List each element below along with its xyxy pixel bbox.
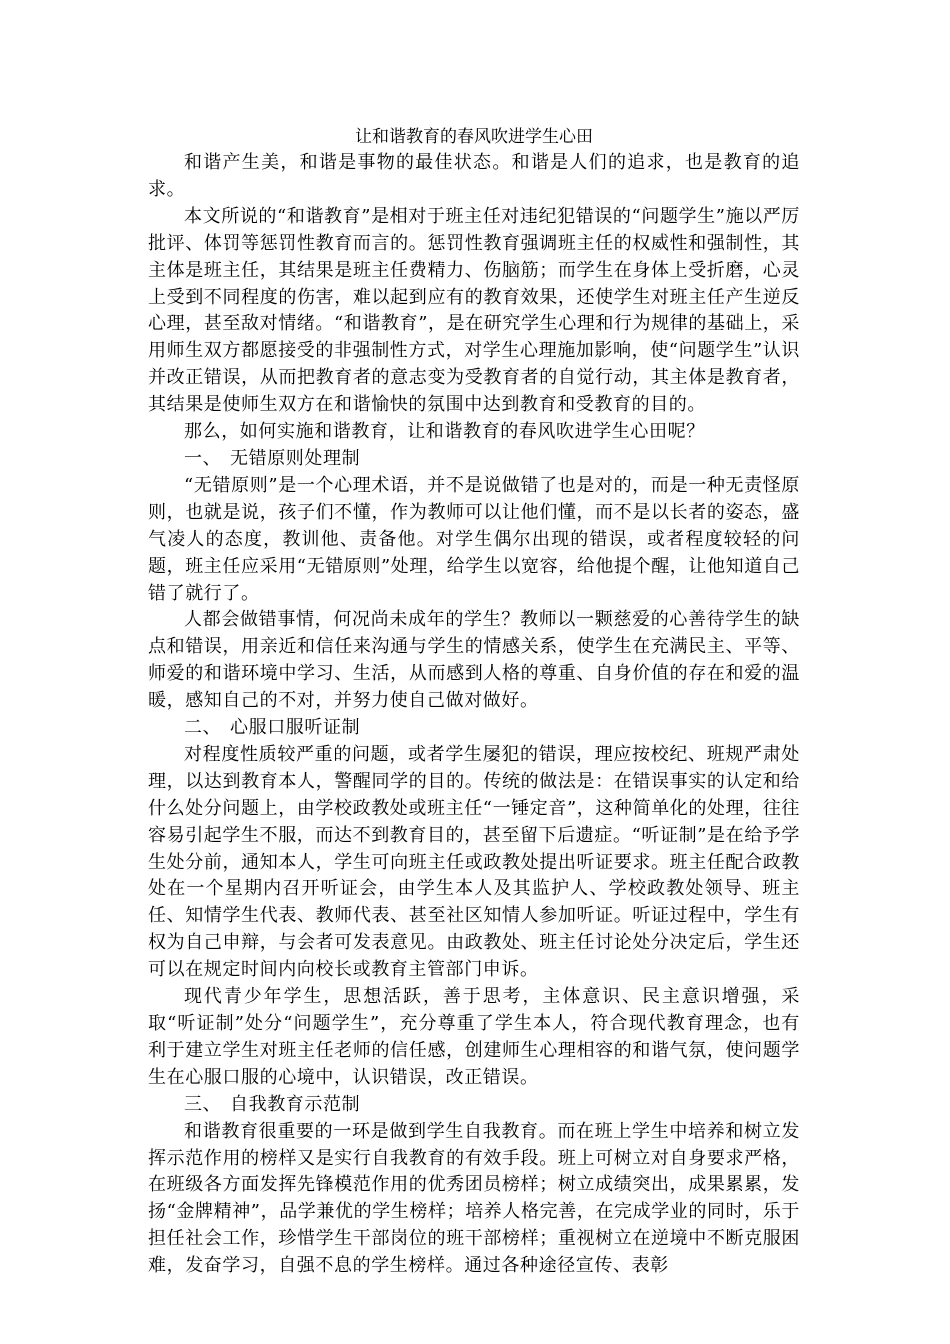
section-heading-text: 无错原则处理制 bbox=[230, 447, 361, 469]
paragraph: 人都会做错事情，何况尚未成年的学生？教师以一颗慈爱的心善待学生的缺点和错误，用亲近和信任来沟通与学生的情感关系，使学生在充满民主、平等、师爱的和谐环境中学习、生活，从而感到人格的尊重、自身价值的存在和爱的温暖，感知自己的不对，并努力使自己做对做好。 bbox=[148, 609, 800, 712]
section-number: 一、 bbox=[184, 447, 222, 469]
section-heading-text: 心服口服听证制 bbox=[230, 717, 361, 739]
paragraph: “无错原则”是一个心理术语，并不是说做错了也是对的，而是一种无责怪原则，也就是说，孩子们不懂，作为教师可以让他们懂，而不是以长者的姿态，盛气凌人的态度，教训他、责备他。对学生偶尔出现的错误，或者程度较轻的问题，班主任应采用“无错原则”处理，给学生以宽容，给他提个醒，让他知道自己错了就行了。 bbox=[148, 474, 801, 604]
section-heading bbox=[148, 715, 800, 742]
section-number: 三、 bbox=[184, 1093, 222, 1115]
section-heading-text: 自我教育示范制 bbox=[230, 1093, 361, 1115]
paragraph: 和谐产生美，和谐是事物的最佳状态。和谐是人们的追求，也是教育的追求。 bbox=[148, 152, 800, 200]
document-page bbox=[148, 124, 800, 1280]
paragraph: 和谐教育很重要的一环是做到学生自我教育。而在班上学生中培养和树立发挥示范作用的榜样又是实行自我教育的有效手段。班上可树立对自身要求严格，在班级各方面发挥先锋模范作用的优秀团员榜样；树立成绩突出，成果累累，发扬“金牌精神”，品学兼优的学生榜样；培养人格完善，在完成学业的同时，乐于担任社会工作，珍惜学生干部岗位的班干部榜样；重视树立在逆境中不断克服困难，发奋学习，自强不息的学生榜样。通过各种途径宣传、表彰 bbox=[148, 1120, 801, 1277]
section-heading bbox=[148, 446, 800, 473]
paragraph: 现代青少年学生，思想活跃，善于思考，主体意识、民主意识增强，采取“听证制”处分“问题学生”，充分尊重了学生本人，符合现代教育理念，也有利于建立学生对班主任老师的信任感，创建师生心理相容的和谐气氛，使问题学生在心服口服的心境中，认识错误，改正错误。 bbox=[148, 986, 800, 1088]
document-title: 让和谐教育的春风吹进学生心田 bbox=[355, 127, 593, 147]
section-number: 二、 bbox=[184, 717, 222, 739]
paragraph: 对程度性质较严重的问题，或者学生屡犯的错误，理应按校纪、班规严肃处理，以达到教育本人，警醒同学的目的。传统的做法是：在错误事实的认定和给什么处分问题上，由学校政教处或班主任“一锤定音”，这种简单化的处理，往往容易引起学生不服，而达不到教育目的，甚至留下后遗症。“听证制”是在给予学生处分前，通知本人，学生可向班主任或政教处提出听证要求。班主任配合政教处在一个星期内召开听证会，由学生本人及其监护人、学校政教处领导、班主任、知情学生代表、教师代表、甚至社区知情人参加听证。听证过程中，学生有权为自己申辩，与会者可发表意见。由政教处、班主任讨论处分决定后，学生还可以在规定时间内向校长或教育主管部门申诉。 bbox=[148, 743, 801, 981]
section-heading bbox=[148, 1092, 800, 1119]
paragraph: 那么，如何实施和谐教育，让和谐教育的春风吹进学生心田呢？ bbox=[184, 421, 705, 443]
paragraph: 本文所说的“和谐教育”是相对于班主任对违纪犯错误的“问题学生”施以严厉批评、体罚等惩罚性教育而言的。惩罚性教育强调班主任的权威性和强制性，其主体是班主任，其结果是班主任费精力、伤脑筋；而学生在身体上受折磨，心灵上受到不同程度的伤害，难以起到应有的教育效果，还使学生对班主任产生逆反心理，甚至敌对情绪。“和谐教育”，是在研究学生心理和行为规律的基础上，采用师生双方都愿接受的非强制性方式，对学生心理施加影响，使“问题学生”认识并改正错误，从而把教育者的意志变为受教育者的自觉行动，其主体是教育者，其结果是使师生双方在和谐愉快的氛围中达到教育和受教育的目的。 bbox=[148, 205, 801, 416]
